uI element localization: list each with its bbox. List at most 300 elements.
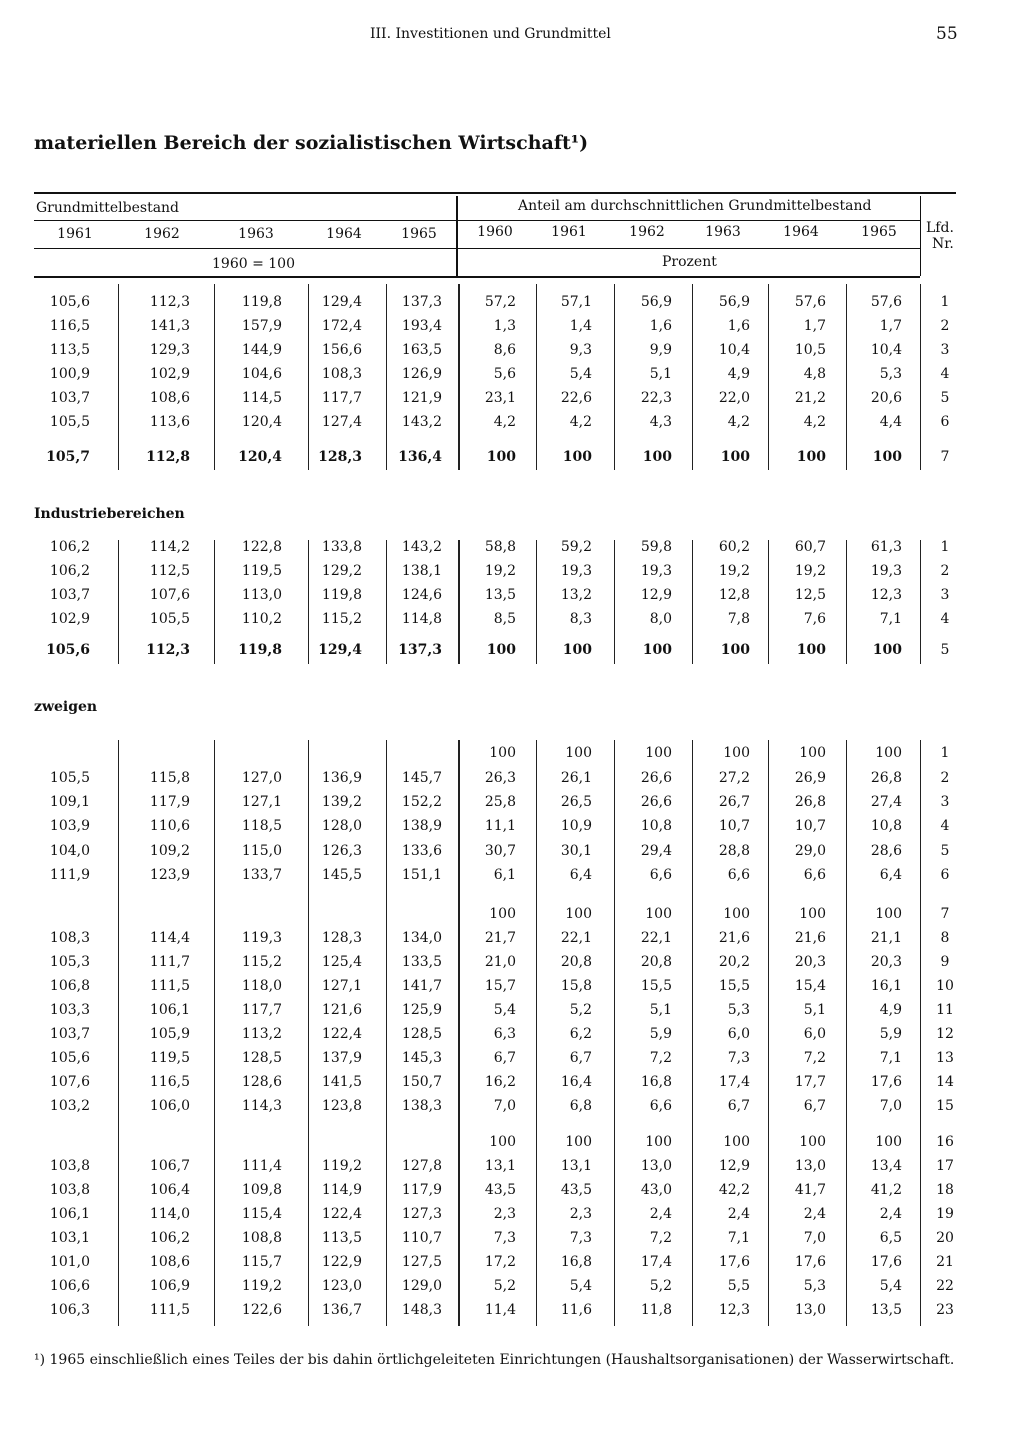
index-cell: 112,5 — [149, 563, 190, 579]
index-cell: 145,3 — [401, 1050, 442, 1066]
header-year-left-0: 1961 — [57, 226, 93, 242]
percent-cell: 11,4 — [484, 1302, 516, 1318]
table-row — [0, 449, 1024, 473]
percent-cell: 1,3 — [493, 318, 516, 334]
percent-cell: 100 — [562, 449, 592, 465]
percent-cell: 57,2 — [484, 294, 516, 310]
percent-cell: 7,0 — [803, 1230, 826, 1246]
percent-cell: 7,0 — [879, 1098, 902, 1114]
index-cell: 117,9 — [401, 1182, 442, 1198]
percent-cell: 7,2 — [803, 1050, 826, 1066]
percent-cell: 8,0 — [649, 611, 672, 627]
percent-cell: 11,1 — [484, 818, 516, 834]
percent-cell: 22,3 — [640, 390, 672, 406]
table-row — [0, 1182, 1024, 1206]
index-cell: 113,5 — [49, 342, 90, 358]
percent-cell: 21,6 — [794, 930, 826, 946]
table-row — [0, 318, 1024, 342]
index-cell: 156,6 — [321, 342, 362, 358]
index-cell: 128,5 — [401, 1026, 442, 1042]
percent-cell: 30,1 — [560, 843, 592, 859]
table-row — [0, 1074, 1024, 1098]
index-cell: 104,6 — [241, 366, 282, 382]
index-cell: 144,9 — [241, 342, 282, 358]
index-cell: 113,6 — [149, 414, 190, 430]
index-cell: 119,2 — [241, 1278, 282, 1294]
index-cell: 127,5 — [401, 1254, 442, 1270]
row-number: 14 — [936, 1074, 954, 1090]
index-cell: 103,1 — [49, 1230, 90, 1246]
percent-cell: 28,6 — [870, 843, 902, 859]
table-row — [0, 843, 1024, 867]
row-number: 1 — [940, 539, 950, 555]
table-row — [0, 366, 1024, 390]
index-cell: 114,8 — [401, 611, 442, 627]
percent-cell: 15,8 — [560, 978, 592, 994]
index-cell: 136,4 — [398, 449, 442, 465]
header-right-group: Anteil am durchschnittlichen Grundmittelbestand — [518, 198, 872, 214]
index-cell: 118,0 — [241, 978, 282, 994]
index-cell: 101,0 — [49, 1254, 90, 1270]
row-number: 18 — [936, 1182, 954, 1198]
index-cell: 105,6 — [49, 294, 90, 310]
percent-cell: 100 — [723, 906, 750, 922]
index-cell: 106,7 — [149, 1158, 190, 1174]
percent-cell: 17,2 — [484, 1254, 516, 1270]
percent-cell: 26,1 — [560, 770, 592, 786]
percent-cell: 20,8 — [560, 954, 592, 970]
header-year-right-2: 1962 — [629, 224, 665, 240]
row-number: 10 — [936, 978, 954, 994]
table-row — [0, 954, 1024, 978]
percent-cell: 1,4 — [569, 318, 592, 334]
percent-cell: 13,5 — [870, 1302, 902, 1318]
index-cell: 102,9 — [49, 611, 90, 627]
index-cell: 129,4 — [318, 642, 362, 658]
percent-cell: 10,8 — [640, 818, 672, 834]
percent-cell: 57,6 — [870, 294, 902, 310]
percent-cell: 59,8 — [640, 539, 672, 555]
percent-cell: 5,4 — [569, 366, 592, 382]
percent-cell: 100 — [562, 642, 592, 658]
index-cell: 106,4 — [149, 1182, 190, 1198]
index-cell: 143,2 — [401, 539, 442, 555]
percent-cell: 5,5 — [727, 1278, 750, 1294]
table-row — [0, 414, 1024, 438]
percent-cell: 100 — [642, 642, 672, 658]
index-cell: 103,3 — [49, 1002, 90, 1018]
percent-cell: 5,9 — [879, 1026, 902, 1042]
index-cell: 125,4 — [321, 954, 362, 970]
percent-cell: 100 — [796, 642, 826, 658]
index-cell: 127,0 — [241, 770, 282, 786]
table-row — [0, 390, 1024, 414]
row-number: 22 — [936, 1278, 954, 1294]
section-label-1: Industriebereichen — [34, 506, 185, 522]
index-cell: 115,4 — [241, 1206, 282, 1222]
index-cell: 114,2 — [149, 539, 190, 555]
percent-cell: 20,3 — [794, 954, 826, 970]
percent-cell: 20,2 — [718, 954, 750, 970]
percent-cell: 13,2 — [560, 587, 592, 603]
index-cell: 114,0 — [149, 1206, 190, 1222]
percent-cell: 22,1 — [560, 930, 592, 946]
percent-cell: 16,8 — [560, 1254, 592, 1270]
percent-cell: 5,2 — [649, 1278, 672, 1294]
percent-cell: 19,3 — [560, 563, 592, 579]
index-cell: 106,2 — [149, 1230, 190, 1246]
index-cell: 115,2 — [241, 954, 282, 970]
row-number: 21 — [936, 1254, 954, 1270]
percent-cell: 2,4 — [879, 1206, 902, 1222]
percent-cell: 19,3 — [870, 563, 902, 579]
percent-cell: 22,1 — [640, 930, 672, 946]
percent-cell: 100 — [489, 745, 516, 761]
percent-cell: 6,2 — [569, 1026, 592, 1042]
percent-cell: 100 — [645, 1134, 672, 1150]
percent-cell: 12,9 — [718, 1158, 750, 1174]
header-bottom-rule — [34, 276, 920, 278]
percent-cell: 4,2 — [803, 414, 826, 430]
index-cell: 163,5 — [401, 342, 442, 358]
percent-cell: 21,0 — [484, 954, 516, 970]
percent-cell: 16,1 — [870, 978, 902, 994]
index-cell: 139,2 — [321, 794, 362, 810]
index-cell: 117,7 — [321, 390, 362, 406]
index-cell: 119,8 — [238, 642, 282, 658]
index-cell: 141,3 — [149, 318, 190, 334]
percent-cell: 100 — [645, 906, 672, 922]
index-cell: 122,4 — [321, 1206, 362, 1222]
index-cell: 103,7 — [49, 1026, 90, 1042]
table-row — [0, 1206, 1024, 1230]
header-left-mid-rule — [34, 220, 456, 221]
index-cell: 119,5 — [241, 563, 282, 579]
index-cell: 105,6 — [49, 1050, 90, 1066]
percent-cell: 20,6 — [870, 390, 902, 406]
percent-cell: 7,2 — [649, 1230, 672, 1246]
index-cell: 114,5 — [241, 390, 282, 406]
index-cell: 119,8 — [241, 294, 282, 310]
index-cell: 111,9 — [49, 867, 90, 883]
percent-cell: 17,6 — [870, 1254, 902, 1270]
index-cell: 112,3 — [146, 642, 190, 658]
percent-cell: 7,3 — [493, 1230, 516, 1246]
percent-cell: 21,6 — [718, 930, 750, 946]
percent-cell: 100 — [565, 1134, 592, 1150]
row-number: 3 — [940, 342, 950, 358]
index-cell: 115,7 — [241, 1254, 282, 1270]
percent-cell: 27,2 — [718, 770, 750, 786]
row-number: 7 — [940, 906, 950, 922]
percent-cell: 5,1 — [649, 1002, 672, 1018]
index-cell: 116,5 — [49, 318, 90, 334]
percent-cell: 19,3 — [640, 563, 672, 579]
percent-cell: 17,4 — [718, 1074, 750, 1090]
index-cell: 114,3 — [241, 1098, 282, 1114]
index-cell: 150,7 — [401, 1074, 442, 1090]
percent-cell: 5,1 — [649, 366, 672, 382]
index-cell: 111,4 — [241, 1158, 282, 1174]
index-cell: 113,0 — [241, 587, 282, 603]
percent-cell: 13,1 — [484, 1158, 516, 1174]
percent-cell: 26,6 — [640, 770, 672, 786]
row-number: 11 — [936, 1002, 954, 1018]
percent-cell: 56,9 — [640, 294, 672, 310]
row-number: 17 — [936, 1158, 954, 1174]
running-head: III. Investitionen und Grundmittel — [370, 26, 611, 42]
percent-cell: 56,9 — [718, 294, 750, 310]
percent-cell: 26,3 — [484, 770, 516, 786]
percent-cell: 4,2 — [569, 414, 592, 430]
row-number: 20 — [936, 1230, 954, 1246]
table-row — [0, 1134, 1024, 1158]
percent-cell: 28,8 — [718, 843, 750, 859]
index-cell: 133,7 — [241, 867, 282, 883]
table-row — [0, 867, 1024, 891]
index-cell: 119,8 — [321, 587, 362, 603]
percent-cell: 2,3 — [493, 1206, 516, 1222]
percent-cell: 100 — [565, 906, 592, 922]
percent-cell: 43,5 — [484, 1182, 516, 1198]
percent-cell: 100 — [799, 906, 826, 922]
percent-cell: 9,3 — [569, 342, 592, 358]
header-group-divider — [456, 196, 458, 276]
index-cell: 116,5 — [149, 1074, 190, 1090]
row-number: 6 — [940, 867, 950, 883]
index-cell: 103,9 — [49, 818, 90, 834]
header-top-rule — [34, 192, 956, 194]
percent-cell: 12,9 — [640, 587, 672, 603]
percent-cell: 29,0 — [794, 843, 826, 859]
percent-cell: 100 — [489, 1134, 516, 1150]
table-row — [0, 1302, 1024, 1326]
index-cell: 121,6 — [321, 1002, 362, 1018]
percent-cell: 10,4 — [870, 342, 902, 358]
header-year-right-3: 1963 — [705, 224, 741, 240]
percent-cell: 7,1 — [879, 611, 902, 627]
index-cell: 137,3 — [401, 294, 442, 310]
index-cell: 129,3 — [149, 342, 190, 358]
percent-cell: 7,1 — [727, 1230, 750, 1246]
table-row — [0, 1278, 1024, 1302]
index-cell: 106,2 — [49, 563, 90, 579]
table-row — [0, 1254, 1024, 1278]
table-row — [0, 611, 1024, 635]
index-cell: 115,0 — [241, 843, 282, 859]
header-right-mid-rule — [458, 220, 920, 221]
percent-cell: 100 — [720, 642, 750, 658]
percent-cell: 25,8 — [484, 794, 516, 810]
index-cell: 148,3 — [401, 1302, 442, 1318]
percent-cell: 6,6 — [649, 1098, 672, 1114]
percent-cell: 1,6 — [649, 318, 672, 334]
percent-cell: 100 — [486, 449, 516, 465]
percent-cell: 5,6 — [493, 366, 516, 382]
percent-cell: 60,7 — [794, 539, 826, 555]
percent-cell: 4,8 — [803, 366, 826, 382]
row-number: 5 — [940, 390, 950, 406]
percent-cell: 59,2 — [560, 539, 592, 555]
percent-cell: 11,8 — [640, 1302, 672, 1318]
table-row — [0, 906, 1024, 930]
index-cell: 103,8 — [49, 1158, 90, 1174]
percent-cell: 27,4 — [870, 794, 902, 810]
row-number: 1 — [940, 745, 950, 761]
index-cell: 128,6 — [241, 1074, 282, 1090]
percent-cell: 100 — [489, 906, 516, 922]
index-cell: 106,2 — [49, 539, 90, 555]
table-row — [0, 978, 1024, 1002]
percent-cell: 100 — [645, 745, 672, 761]
percent-cell: 26,8 — [870, 770, 902, 786]
percent-cell: 2,3 — [569, 1206, 592, 1222]
index-cell: 127,4 — [321, 414, 362, 430]
index-cell: 110,6 — [149, 818, 190, 834]
percent-cell: 6,0 — [803, 1026, 826, 1042]
row-number: 15 — [936, 1098, 954, 1114]
header-year-left-3: 1964 — [326, 226, 362, 242]
index-cell: 122,4 — [321, 1026, 362, 1042]
index-cell: 100,9 — [49, 366, 90, 382]
percent-cell: 100 — [875, 906, 902, 922]
percent-cell: 19,2 — [718, 563, 750, 579]
index-cell: 105,5 — [149, 611, 190, 627]
percent-cell: 10,7 — [718, 818, 750, 834]
table-row — [0, 1230, 1024, 1254]
percent-cell: 5,3 — [727, 1002, 750, 1018]
index-cell: 106,3 — [49, 1302, 90, 1318]
percent-cell: 21,2 — [794, 390, 826, 406]
percent-cell: 7,3 — [569, 1230, 592, 1246]
index-cell: 108,3 — [321, 366, 362, 382]
percent-cell: 22,0 — [718, 390, 750, 406]
percent-cell: 2,4 — [803, 1206, 826, 1222]
percent-cell: 17,6 — [870, 1074, 902, 1090]
index-cell: 112,8 — [146, 449, 190, 465]
index-cell: 106,6 — [49, 1278, 90, 1294]
index-cell: 105,3 — [49, 954, 90, 970]
index-cell: 109,2 — [149, 843, 190, 859]
percent-cell: 5,1 — [803, 1002, 826, 1018]
percent-cell: 1,7 — [803, 318, 826, 334]
index-cell: 126,3 — [321, 843, 362, 859]
index-cell: 106,0 — [149, 1098, 190, 1114]
percent-cell: 4,4 — [879, 414, 902, 430]
index-cell: 108,6 — [149, 1254, 190, 1270]
header-year-left-4: 1965 — [401, 226, 437, 242]
percent-cell: 30,7 — [484, 843, 516, 859]
table-row — [0, 563, 1024, 587]
percent-cell: 100 — [799, 1134, 826, 1150]
percent-cell: 1,6 — [727, 318, 750, 334]
row-number: 3 — [940, 587, 950, 603]
row-number: 23 — [936, 1302, 954, 1318]
index-cell: 138,1 — [401, 563, 442, 579]
percent-cell: 42,2 — [718, 1182, 750, 1198]
percent-cell: 17,6 — [718, 1254, 750, 1270]
percent-cell: 20,3 — [870, 954, 902, 970]
section-label-2: zweigen — [34, 699, 98, 715]
percent-cell: 29,4 — [640, 843, 672, 859]
index-cell: 145,5 — [321, 867, 362, 883]
percent-cell: 13,0 — [794, 1302, 826, 1318]
index-cell: 137,9 — [321, 1050, 362, 1066]
percent-cell: 7,8 — [727, 611, 750, 627]
index-cell: 127,8 — [401, 1158, 442, 1174]
index-cell: 129,0 — [401, 1278, 442, 1294]
table-header — [34, 192, 956, 278]
percent-cell: 43,0 — [640, 1182, 672, 1198]
percent-cell: 6,6 — [649, 867, 672, 883]
row-number: 7 — [940, 449, 950, 465]
index-cell: 128,3 — [321, 930, 362, 946]
percent-cell: 13,0 — [794, 1158, 826, 1174]
percent-cell: 58,8 — [484, 539, 516, 555]
percent-cell: 10,9 — [560, 818, 592, 834]
index-cell: 110,7 — [401, 1230, 442, 1246]
table-row — [0, 818, 1024, 842]
percent-cell: 5,4 — [493, 1002, 516, 1018]
table-row — [0, 1098, 1024, 1122]
index-cell: 151,1 — [401, 867, 442, 883]
percent-cell: 16,8 — [640, 1074, 672, 1090]
index-cell: 103,2 — [49, 1098, 90, 1114]
percent-cell: 6,3 — [493, 1026, 516, 1042]
percent-cell: 19,2 — [484, 563, 516, 579]
index-cell: 122,9 — [321, 1254, 362, 1270]
percent-cell: 57,6 — [794, 294, 826, 310]
percent-cell: 43,5 — [560, 1182, 592, 1198]
percent-cell: 7,6 — [803, 611, 826, 627]
percent-cell: 6,5 — [879, 1230, 902, 1246]
index-cell: 110,2 — [241, 611, 282, 627]
percent-cell: 5,9 — [649, 1026, 672, 1042]
row-number: 2 — [940, 563, 950, 579]
index-cell: 125,9 — [401, 1002, 442, 1018]
table-row — [0, 539, 1024, 563]
table-row — [0, 1002, 1024, 1026]
index-cell: 145,7 — [401, 770, 442, 786]
index-cell: 124,6 — [401, 587, 442, 603]
index-cell: 106,9 — [149, 1278, 190, 1294]
row-number: 16 — [936, 1134, 954, 1150]
percent-cell: 12,3 — [718, 1302, 750, 1318]
header-left-group: Grundmittelbestand — [36, 200, 180, 216]
index-cell: 136,9 — [321, 770, 362, 786]
percent-cell: 100 — [642, 449, 672, 465]
index-cell: 193,4 — [401, 318, 442, 334]
percent-cell: 12,8 — [718, 587, 750, 603]
index-cell: 136,7 — [321, 1302, 362, 1318]
index-cell: 127,1 — [321, 978, 362, 994]
index-cell: 133,6 — [401, 843, 442, 859]
percent-cell: 2,4 — [649, 1206, 672, 1222]
index-cell: 172,4 — [321, 318, 362, 334]
percent-cell: 16,4 — [560, 1074, 592, 1090]
index-cell: 111,5 — [149, 1302, 190, 1318]
row-number: 9 — [940, 954, 950, 970]
table-row — [0, 587, 1024, 611]
percent-cell: 41,7 — [794, 1182, 826, 1198]
index-cell: 122,8 — [241, 539, 282, 555]
percent-cell: 10,5 — [794, 342, 826, 358]
index-cell: 152,2 — [401, 794, 442, 810]
index-cell: 137,3 — [398, 642, 442, 658]
percent-cell: 5,3 — [879, 366, 902, 382]
table-row — [0, 770, 1024, 794]
percent-cell: 6,7 — [569, 1050, 592, 1066]
